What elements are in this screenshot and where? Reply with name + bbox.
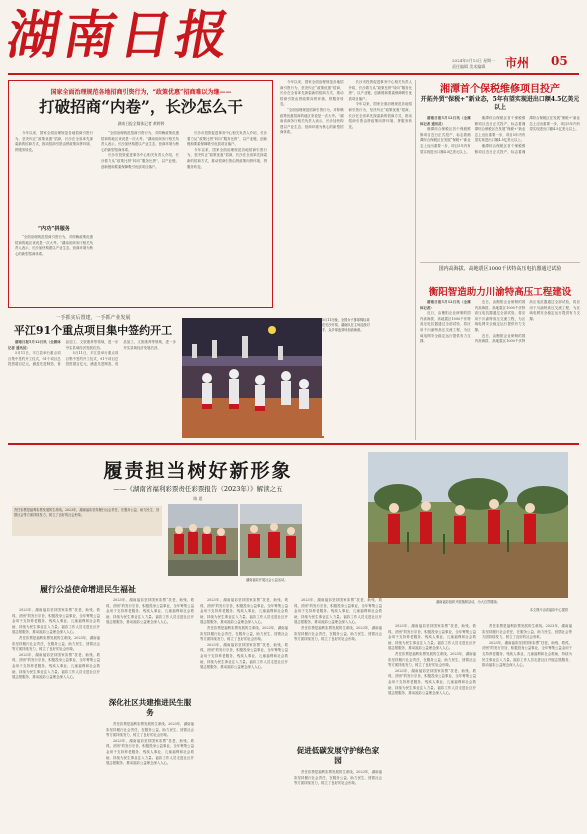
feature-body-col3 — [200, 598, 288, 818]
feature-section3-title: 促进低碳发展守护绿色家园 — [296, 746, 380, 765]
feature-paragraph: 2023年，湖南福彩坚持国家彩票“扶老、助残、救孤、济困”的发行宗旨，积极投身公益事业，全年筹集公益金用于支持养老服务、残疾人事业、儿童福利和社会救助，持续为民生事业注入力量。福彩工作人员走进社区开展志愿服务，推动福彩公益理念深入人心。 — [388, 624, 476, 651]
hengyang-paragraph: 近日，由衡阳企业研制的国内高海拔、高地震区1000千伏特高压电抗器通过全部试验，将应用于川渝特高压交流工程，为区域电网安全稳定运行提供有力支撑。 — [420, 311, 471, 344]
feature-photo-volunteers — [240, 504, 302, 576]
feature-intro-text: 责任彩票是福利彩票发展的生命线。2023年，湖南福彩坚持履行社会责任，在服务公益、助力民生、回馈社会等方面持续发力，树立了良好的社会形象。 — [14, 508, 160, 517]
lead-paragraph: “全面治理规范招商引资行为，对仰赖政策优惠招商的地区来说是一次大考。”湖南省商务厅相关负责人表示，长沙加快构建以产业生态、营商环境为核心的新型招商体系。 — [101, 131, 179, 152]
feature-body-col4b — [294, 770, 382, 818]
feature-paragraph: 2023年，湖南福彩坚持国家彩票“扶老、助残、救孤、济困”的发行宗旨，积极投身公益事业，全年筹集公益金用于支持养老服务、残疾人事业、儿童福利和社会救助，持续为民生事业注入力量。福彩工作人员走进社区开展志愿服务，推动福彩公益理念深入人心。 — [12, 652, 100, 680]
lead-body-col1b — [15, 235, 93, 301]
feature-section — [8, 448, 579, 828]
xiangtan-paragraph: 湘潭综合保税区首个保税维修项目近日正式投产，标志着湘潭综合保税区在发展“保税+”新业态上迈出重要一步，项目5年内有望实现进出口额4.5亿美元以上。 — [474, 116, 580, 154]
masthead — [0, 0, 587, 72]
hengyang-byline: 湖南日报5月12日讯（全媒体记者） — [420, 300, 471, 310]
feature-body-col2 — [106, 598, 194, 688]
story-hengyang — [420, 266, 580, 440]
section-divider — [8, 443, 579, 445]
pingjiang-kicker: 一手抓实后置建，一手抓产业发展 — [55, 315, 131, 321]
pingjiang-byline: 湖南日报5月12日讯（全媒体记者 通讯员） — [8, 340, 61, 350]
feature-paragraph: 2023年，湖南福彩坚持国家彩票“扶老、助残、救孤、济困”的发行宗旨，积极投身公益事业，全年筹集公益金用于支持养老服务、残疾人事业、儿童福利和社会救助，持续为民生事业注入力量。福彩工作人员走进社区开展志愿服务，推动福彩公益理念深入人心。 — [294, 598, 382, 625]
feature-body-col4 — [294, 598, 382, 738]
feature-paragraph: 责任彩票是福利彩票发展的生命线。2023年，湖南福彩坚持履行社会责任，在服务公益、助力民生、回馈社会等方面持续发力，树立了良好的社会形象。 — [388, 651, 476, 668]
lead-kicker: 国家全面治理规范各地招商引资行为，“政策优惠”招商难以为继—— — [50, 89, 232, 96]
feature-headline: 履责担当树好新形象 — [103, 460, 293, 482]
feature-section1-title: 履行公益使命增进民生福祉 — [40, 584, 136, 594]
xiangtan-paragraph: 湘潭综合保税区首个保税维修项目近日正式投产，标志着湘潭综合保税区在发展“保税+”新业态上迈出重要一步，项目5年内有望实现进出口额4.5亿美元以上。 — [474, 116, 526, 143]
pingjiang-headline: 平江91个重点项目集中签约开工 — [13, 324, 173, 337]
feature-subhead: ——《湖南省福利彩票责任彩票报告（2023年）》解读之五 — [113, 485, 283, 493]
newspaper-logo: 湖南日报 — [2, 5, 238, 66]
feature-paragraph: 责任彩票是福利彩票发展的生命线。2023年，湖南福彩坚持履行社会责任，在服务公益、助力民生、回馈社会等方面持续发力，树立了良好的社会形象。 — [294, 770, 382, 786]
pingjiang-body — [8, 340, 176, 438]
feature-paragraph: 2023年，湖南福彩坚持国家彩票“扶老、助残、救孤、济困”的发行宗旨，积极投身公益事业，全年筹集公益金用于支持养老服务、残疾人事业、儿童福利和社会救助，持续为民生事业注入力量。福彩工作人员走进社区开展志愿服务，推动福彩公益理念深入人心。 — [106, 738, 194, 766]
lead-paragraph: “全面治理规范招商引资行为，对仰赖政策优惠招商的地区来说是一次大考。”湖南省商务厅相关负责人表示，长沙加快构建以产业生态、营商环境为核心的新型招商体系。 — [15, 235, 93, 256]
xiangtan-paragraph: 湘潭综合保税区首个保税维修项目近日正式投产，标志着湘潭综合保税区在发展“保税+”新业态上迈出重要一步，项目5年内有望实现进出口额4.5亿美元以上。 — [420, 127, 471, 154]
lead-paragraph: 长沙市投资促进事务中心相关负责人介绍，长沙着力从“政策比拼”转向“服务比拼”，以产业链、创新链和要素保障吸引优质项目落户。 — [101, 153, 179, 169]
hengyang-kicker: 国内高海拔、高地震区1000千伏特高压电抗器通过试验 — [438, 266, 562, 272]
hengyang-paragraph: 近日，由衡阳企业研制的国内高海拔、高地震区1000千伏特高压电抗器通过全部试验，将应用于川渝特高压交流工程，为区域电网安全稳定运行提供有力支撑。 — [474, 300, 526, 332]
hengyang-headline: 衡阳智造助力川渝特高压工程建设 — [428, 287, 572, 298]
masthead-rule — [8, 73, 579, 75]
editor-line: 责任编辑 美术编辑 — [452, 64, 486, 69]
section-name: 市州 — [505, 56, 530, 70]
lead-continued — [280, 80, 412, 308]
lead-headline: 打破招商“内卷”，长沙怎么干 — [39, 97, 243, 116]
feature-body-col5 — [388, 624, 476, 818]
column-divider — [415, 80, 416, 440]
volleyball-caption: 5月11日晚，全国女子排球锦标赛在长沙开赛，湖南队在主场迎战对手，众多球迷到场加油助威。 — [322, 318, 370, 436]
xiangtan-headline: 湘潭首个保税维修项目投产 — [440, 84, 560, 95]
feature-photo-group — [168, 504, 238, 576]
feature-paragraph: 2023年，湖南福彩坚持国家彩票“扶老、助残、救孤、济困”的发行宗旨，积极投身公益事业，全年筹集公益金用于支持养老服务、残疾人事业、儿童福利和社会救助，持续为民生事业注入力量。福彩工作人员走进社区开展志愿服务，推动福彩公益理念深入人心。 — [12, 608, 100, 635]
lead-story — [8, 80, 273, 308]
feature-paragraph: 2023年，湖南福彩坚持国家彩票“扶老、助残、救孤、济困”的发行宗旨，积极投身公益事业，全年筹集公益金用于支持养老服务、残疾人事业、儿童福利和社会救助，持续为民生事业注入力量。福彩工作人员走进社区开展志愿服务，推动福彩公益理念深入人心。 — [106, 598, 194, 625]
feature-paragraph: 责任彩票是福利彩票发展的生命线。2023年，湖南福彩坚持履行社会责任，在服务公益、助力民生、回馈社会等方面持续发力，树立了良好的社会形象。 — [12, 635, 100, 652]
feature-photo-caption-right: 湖南福彩组织开展植树活动，为大自然增绿。 — [436, 600, 500, 604]
lead-byline: 湖南日报全媒体记者 黄婷婷 — [117, 121, 165, 126]
lead-paragraph: 今年以来，国家全面治理规范各地招商引资行为，坚决纠正“政策优惠”招商，长沙在全省率先探索新的招商方式，推动招商引资由拼政策向拼环境、拼服务转变。 — [348, 102, 412, 129]
hengyang-paragraph: 近日，由衡阳企业研制的国内高海拔、高地震区1000千伏特高压电抗器通过全部试验，将应用于川渝特高压交流工程，为区域电网安全稳定运行提供有力支撑。 — [474, 300, 580, 344]
lead-paragraph: 长沙市投资促进事务中心相关负责人介绍，长沙着力从“政策比拼”转向“服务比拼”，以产业链、创新链和要素保障吸引优质项目落户。 — [187, 131, 267, 147]
lead-body-col1 — [15, 131, 93, 221]
pingjiang-paragraph: 5月11日，平江县举行重点项目集中签约开工仪式，91个项目总投资超百亿元，涵盖先进制造、食品加工、文旅康养等领域，进一步夯实县域经济发展后劲。 — [65, 340, 176, 367]
feature-body-col2b — [106, 722, 194, 818]
feature-body-col1 — [12, 608, 100, 818]
feature-paragraph: 2023年，湖南福彩坚持国家彩票“扶老、助残、救孤、济困”的发行宗旨，积极投身公益事业，全年筹集公益金用于支持养老服务、残疾人事业、儿童福利和社会救助，持续为民生事业注入力量。福彩工作人员走进社区开展志愿服务，推动福彩公益理念深入人心。 — [482, 640, 572, 668]
feature-paragraph: 2023年，湖南福彩坚持国家彩票“扶老、助残、救孤、济困”的发行宗旨，积极投身公益事业，全年筹集公益金用于支持养老服务、残疾人事业、儿童福利和社会救助，持续为民生事业注入力量。福彩工作人员走进社区开展志愿服务，推动福彩公益理念深入人心。 — [200, 598, 288, 625]
feature-paragraph: 责任彩票是福利彩票发展的生命线。2023年，湖南福彩坚持履行社会责任，在服务公益、助力民生、回馈社会等方面持续发力，树立了良好的社会形象。 — [106, 722, 194, 738]
feature-paragraph: 责任彩票是福利彩票发展的生命线。2023年，湖南福彩坚持履行社会责任，在服务公益、助力民生、回馈社会等方面持续发力，树立了良好的社会形象。 — [294, 625, 382, 642]
xiangtan-byline: 湖南日报5月12日讯（全媒体记者 通讯员） — [420, 116, 471, 126]
feature-paragraph: 2023年，湖南福彩坚持国家彩票“扶老、助残、救孤、济困”的发行宗旨，积极投身公益事业，全年筹集公益金用于支持养老服务、残疾人事业、儿童福利和社会救助，持续为民生事业注入力量。福彩工作人员走进社区开展志愿服务，推动福彩公益理念深入人心。 — [200, 642, 288, 670]
lead-body-col3 — [187, 131, 267, 301]
feature-paragraph: 2023年，湖南福彩坚持国家彩票“扶老、助残、救孤、济困”的发行宗旨，积极投身公益事业，全年筹集公益金用于支持养老服务、残疾人事业、儿童福利和社会救助，持续为民生事业注入力量。福彩工作人员走进社区开展志愿服务，推动福彩公益理念深入人心。 — [388, 668, 476, 696]
feature-body-col6 — [482, 624, 572, 818]
lead-paragraph: 今年以来，国家全面治理规范各地招商引资行为，坚决纠正“政策优惠”招商，长沙在全省率先探索新的招商方式，推动招商引资由拼政策向拼环境、拼服务转变。 — [15, 131, 93, 152]
lead-body-col2 — [101, 131, 179, 301]
feature-paragraph: 责任彩票是福利彩票发展的生命线。2023年，湖南福彩坚持履行社会责任，在服务公益、助力民生、回馈社会等方面持续发力，树立了良好的社会形象。 — [482, 624, 572, 640]
lead-paragraph: 长沙市投资促进事务中心相关负责人介绍，长沙着力从“政策比拼”转向“服务比拼”，以产业链、创新链和要素保障吸引优质项目落户。 — [348, 80, 412, 101]
pingjiang-paragraph: 5月11日，平江县举行重点项目集中签约开工仪式，91个项目总投资超百亿元，涵盖先进制造、食品加工、文旅康养等领域，进一步夯实县域经济发展后劲。 — [8, 340, 119, 367]
issue-date: 2024年5月13日 星期一 — [452, 58, 496, 63]
feature-photo-tree-planting — [368, 452, 568, 598]
feature-photo-caption-left: 湖南福彩开展社会公益活动。 — [246, 578, 288, 582]
feature-byline: 陈 思 — [193, 496, 203, 501]
feature-section2-title: 深化社区共建推进民生服务 — [108, 698, 192, 717]
feature-photo-credit: 本文图片由省福彩中心提供 — [529, 608, 568, 612]
feature-intro — [12, 506, 162, 536]
lead-paragraph: “全面治理规范招商引资行为，对仰赖政策优惠招商的地区来说是一次大考。”湖南省商务厅相关负责人表示，长沙加快构建以产业生态、营商环境为核心的新型招商体系。 — [280, 107, 344, 135]
volleyball-photo — [182, 318, 324, 438]
section-divider — [420, 262, 580, 263]
lead-col1-subhead: “内功”拼服务 — [38, 226, 70, 232]
lead-paragraph: 今年以来，国家全面治理规范各地招商引资行为，坚决纠正“政策优惠”招商，长沙在全省率先探索新的招商方式，推动招商引资由拼政策向拼环境、拼服务转变。 — [187, 147, 267, 169]
story-xiangtan — [420, 80, 580, 260]
xiangtan-body — [420, 116, 580, 258]
hengyang-body — [420, 300, 580, 438]
feature-paragraph: 责任彩票是福利彩票发展的生命线。2023年，湖南福彩坚持履行社会责任，在服务公益、助力民生、回馈社会等方面持续发力，树立了良好的社会形象。 — [200, 625, 288, 642]
page-number: 05 — [551, 54, 568, 68]
xiangtan-subhead: 开拓外贸“保税+”新业态，5年有望实现进出口额4.5亿美元以上 — [420, 96, 580, 111]
lead-paragraph: 今年以来，国家全面治理规范各地招商引资行为，坚决纠正“政策优惠”招商，长沙在全省率先探索新的招商方式，推动招商引资由拼政策向拼环境、拼服务转变。 — [280, 80, 344, 107]
